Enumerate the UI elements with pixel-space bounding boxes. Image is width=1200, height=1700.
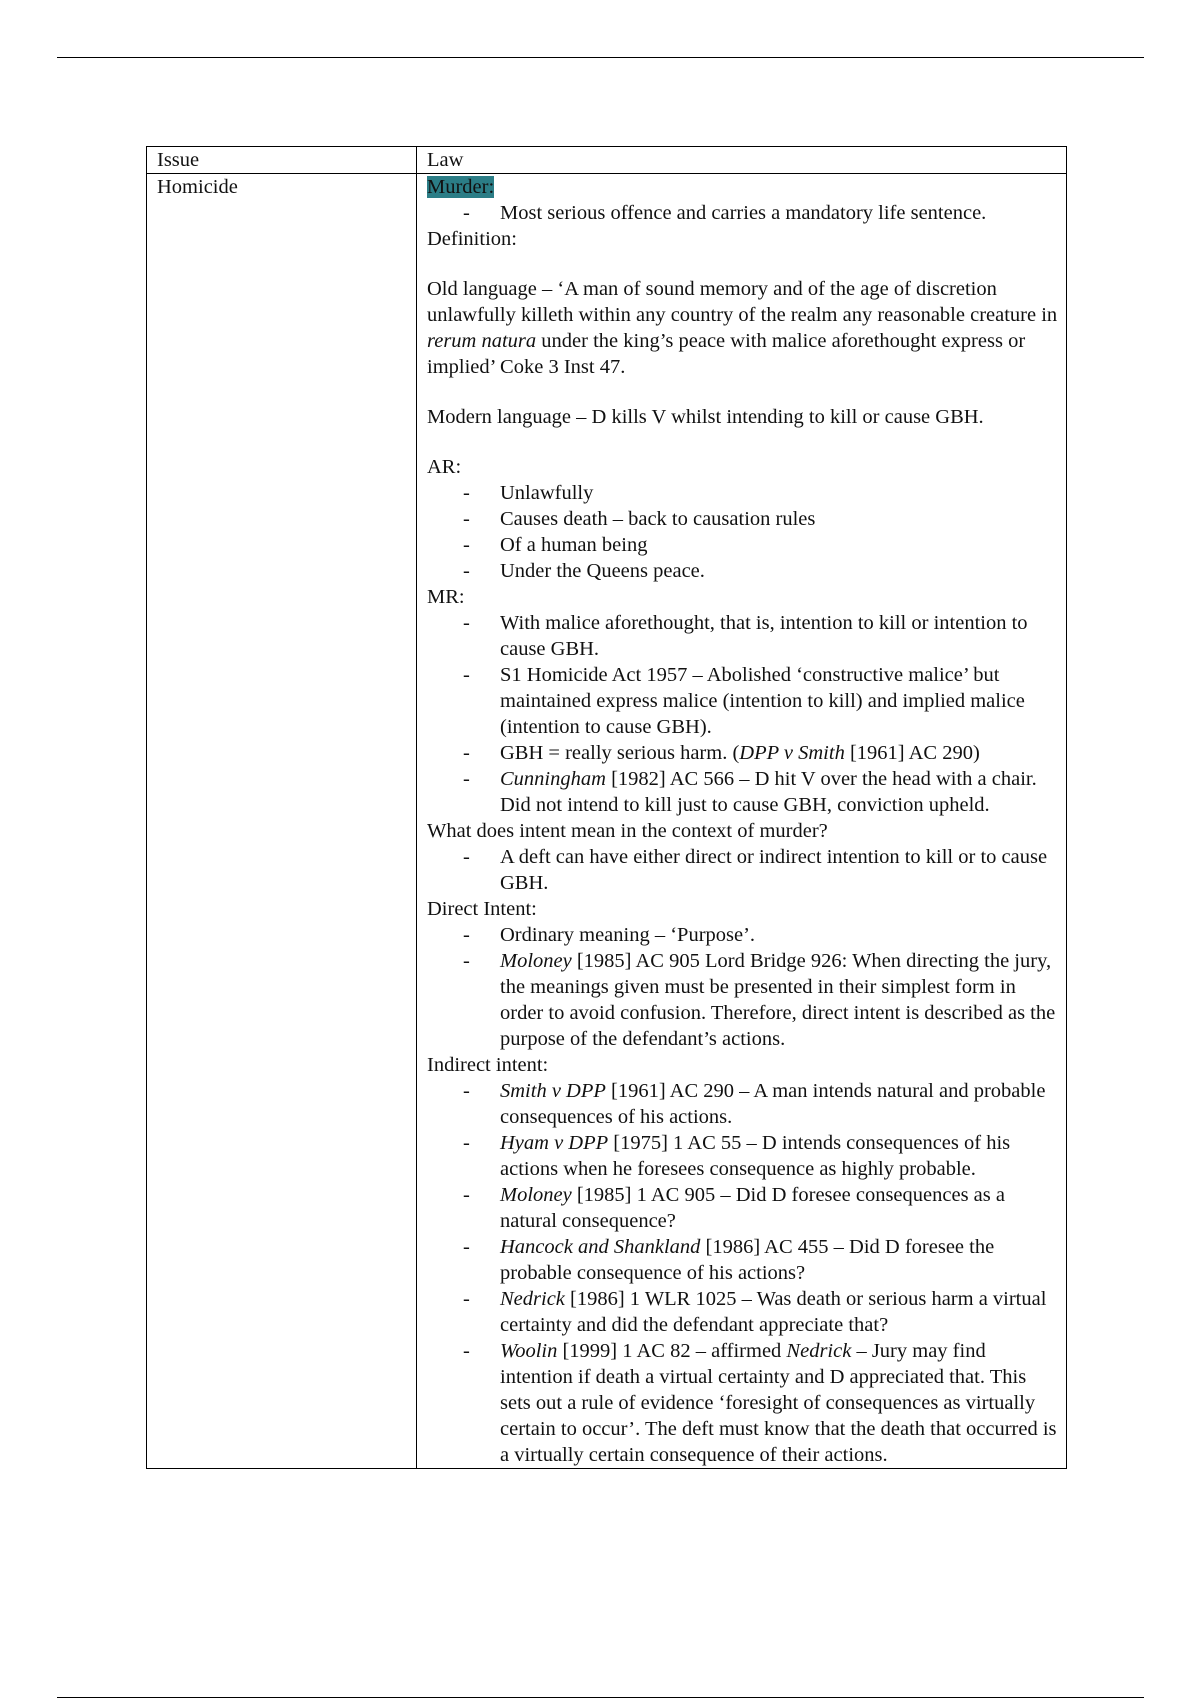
- bullet-item: [427, 948, 1058, 1052]
- text-run: Unlawfully: [500, 482, 594, 504]
- header-rule: [57, 57, 1144, 58]
- paragraph-line: [427, 226, 1058, 252]
- law-title-line: [427, 174, 1058, 200]
- paragraph-line: [427, 896, 1058, 922]
- text-run: Modern language – D kills V whilst intending to kill or cause GBH.: [427, 406, 984, 428]
- bullet-text: [500, 1130, 1058, 1182]
- bullet-item: [427, 610, 1058, 662]
- case-name: Moloney: [500, 950, 572, 972]
- bullet-item: [427, 844, 1058, 896]
- text-run: [1975] 1 AC 55 – D intends consequences of his actions when he foresees consequence as highly probable.: [500, 1132, 1011, 1180]
- bullet-text: [500, 662, 1058, 740]
- text-run: [1985] AC 905 Lord Bridge 926: When directing the jury, the meanings given must be presented in their simplest form in order to avoid confusion. Therefore, direct intent is described as the purpose of the defendant’s actions.: [500, 950, 1056, 1050]
- text-run: under the king’s peace with malice aforethought express or implied’ Coke 3 Inst 47.: [427, 330, 1026, 378]
- bullet-text: [500, 948, 1058, 1052]
- bullet-dash-icon: -: [463, 1132, 470, 1154]
- bullet-text: [500, 1286, 1058, 1338]
- bullet-text: [500, 200, 1058, 226]
- bullet-dash-icon: -: [463, 1080, 470, 1102]
- text-run: Of a human being: [500, 534, 648, 556]
- bullet-item: [427, 1234, 1058, 1286]
- text-run: GBH = really serious harm. (: [500, 742, 740, 764]
- bullet-dash-icon: -: [463, 768, 470, 790]
- case-name: Cunningham: [500, 768, 606, 790]
- bullet-dash-icon: -: [463, 508, 470, 530]
- paragraph-gap: [427, 380, 1058, 404]
- bullet-dash-icon: -: [463, 1184, 470, 1206]
- bullet-item: [427, 766, 1058, 818]
- paragraph-line: [427, 276, 1058, 380]
- issue-cell: Homicide: [147, 174, 417, 1469]
- text-run: MR:: [427, 586, 465, 608]
- bullet-item: [427, 662, 1058, 740]
- text-run: S1 Homicide Act 1957 – Abolished ‘constructive malice’ but maintained express malice (intention to kill) and implied malice (intention to cause GBH).: [500, 664, 1025, 738]
- text-run: [1985] 1 AC 905 – Did D foresee consequences as a natural consequence?: [500, 1184, 1005, 1232]
- case-name: Hancock and Shankland: [500, 1236, 701, 1258]
- bullet-item: [427, 1182, 1058, 1234]
- bullet-text: [500, 1078, 1058, 1130]
- bullet-item: [427, 506, 1058, 532]
- text-run: Under the Queens peace.: [500, 560, 705, 582]
- bullet-dash-icon: -: [463, 560, 470, 582]
- law-title: Murder:: [427, 176, 495, 198]
- text-run: [1986] 1 WLR 1025 – Was death or serious harm a virtual certainty and did the defendant appreciate that?: [500, 1288, 1047, 1336]
- bullet-text: [500, 740, 1058, 766]
- text-run: Direct Intent:: [427, 898, 537, 920]
- footer-rule: [57, 1697, 1144, 1698]
- text-run: What does intent mean in the context of murder?: [427, 820, 828, 842]
- text-run: [1999] 1 AC 82 – affirmed: [557, 1340, 787, 1362]
- bullet-dash-icon: -: [463, 534, 470, 556]
- bullet-dash-icon: -: [463, 924, 470, 946]
- table-header-row: [147, 147, 1067, 174]
- bullet-dash-icon: -: [463, 664, 470, 686]
- bullet-dash-icon: -: [463, 202, 470, 224]
- bullet-dash-icon: -: [463, 1340, 470, 1362]
- bullet-item: [427, 558, 1058, 584]
- bullet-dash-icon: -: [463, 1236, 470, 1258]
- bullet-item: [427, 1338, 1058, 1468]
- paragraph-line: [427, 584, 1058, 610]
- case-name: Nedrick: [500, 1288, 565, 1310]
- bullet-item: [427, 740, 1058, 766]
- text-run: Ordinary meaning – ‘Purpose’.: [500, 924, 756, 946]
- case-name: rerum natura: [427, 330, 537, 352]
- text-run: Causes death – back to causation rules: [500, 508, 816, 530]
- text-run: Definition:: [427, 228, 517, 250]
- paragraph-gap: [427, 430, 1058, 454]
- text-run: [1986] AC 455 – Did D foresee the probable consequence of his actions?: [500, 1236, 995, 1284]
- bullet-dash-icon: -: [463, 742, 470, 764]
- bullet-dash-icon: -: [463, 846, 470, 868]
- text-run: A deft can have either direct or indirect intention to kill or to cause GBH.: [500, 846, 1048, 894]
- bullet-text: [500, 766, 1058, 818]
- paragraph-line: [427, 404, 1058, 430]
- bullet-text: [500, 558, 1058, 584]
- bullet-item: [427, 1078, 1058, 1130]
- text-run: [1961] AC 290): [844, 742, 980, 764]
- bullet-item: [427, 532, 1058, 558]
- case-name: DPP v Smith: [739, 742, 845, 764]
- text-run: With malice aforethought, that is, intention to kill or intention to cause GBH.: [500, 612, 1028, 660]
- header-issue: Issue: [147, 147, 417, 174]
- bullet-dash-icon: -: [463, 950, 470, 972]
- bullet-dash-icon: -: [463, 612, 470, 634]
- issue-law-table: [146, 146, 1067, 1469]
- bullet-dash-icon: -: [463, 482, 470, 504]
- bullet-text: [500, 1182, 1058, 1234]
- text-run: AR:: [427, 456, 462, 478]
- text-run: – Jury may find intention if death a virtual certainty and D appreciated that. This sets out a rule of evidence ‘foresight of consequences as virtually certain to occur’. The deft must know that the death that occurred is a virtually certain consequence of their actions.: [500, 1340, 1057, 1466]
- bullet-item: [427, 1286, 1058, 1338]
- bullet-text: [500, 844, 1058, 896]
- paragraph-line: [427, 454, 1058, 480]
- case-name: Moloney: [500, 1184, 572, 1206]
- bullet-item: [427, 922, 1058, 948]
- bullet-text: [500, 610, 1058, 662]
- bullet-dash-icon: -: [463, 1288, 470, 1310]
- bullet-item: [427, 200, 1058, 226]
- case-name: Hyam v DPP: [500, 1132, 609, 1154]
- paragraph-gap: [427, 252, 1058, 276]
- paragraph-line: [427, 818, 1058, 844]
- text-run: Most serious offence and carries a mandatory life sentence.: [500, 202, 987, 224]
- text-run: Old language – ‘A man of sound memory and of the age of discretion unlawfully killeth within any country of the realm any reasonable creature in: [427, 278, 1058, 326]
- case-name: Smith v DPP: [500, 1080, 606, 1102]
- table-row: [147, 174, 1067, 1469]
- text-run: [1961] AC 290 – A man intends natural and probable consequences of his actions.: [500, 1080, 1046, 1128]
- law-content: [427, 200, 1058, 1468]
- bullet-text: [500, 922, 1058, 948]
- bullet-text: [500, 506, 1058, 532]
- text-run: Indirect intent:: [427, 1054, 549, 1076]
- bullet-text: [500, 1234, 1058, 1286]
- law-cell: [417, 174, 1067, 1469]
- bullet-text: [500, 532, 1058, 558]
- paragraph-line: [427, 1052, 1058, 1078]
- text-run: [1982] AC 566 – D hit V over the head with a chair. Did not intend to kill just to cause GBH, conviction upheld.: [500, 768, 1037, 816]
- bullet-item: [427, 1130, 1058, 1182]
- case-name: Nedrick: [786, 1340, 852, 1362]
- case-name: Woolin: [500, 1340, 558, 1362]
- header-law: Law: [417, 147, 1067, 174]
- bullet-item: [427, 480, 1058, 506]
- bullet-text: [500, 1338, 1058, 1468]
- bullet-text: [500, 480, 1058, 506]
